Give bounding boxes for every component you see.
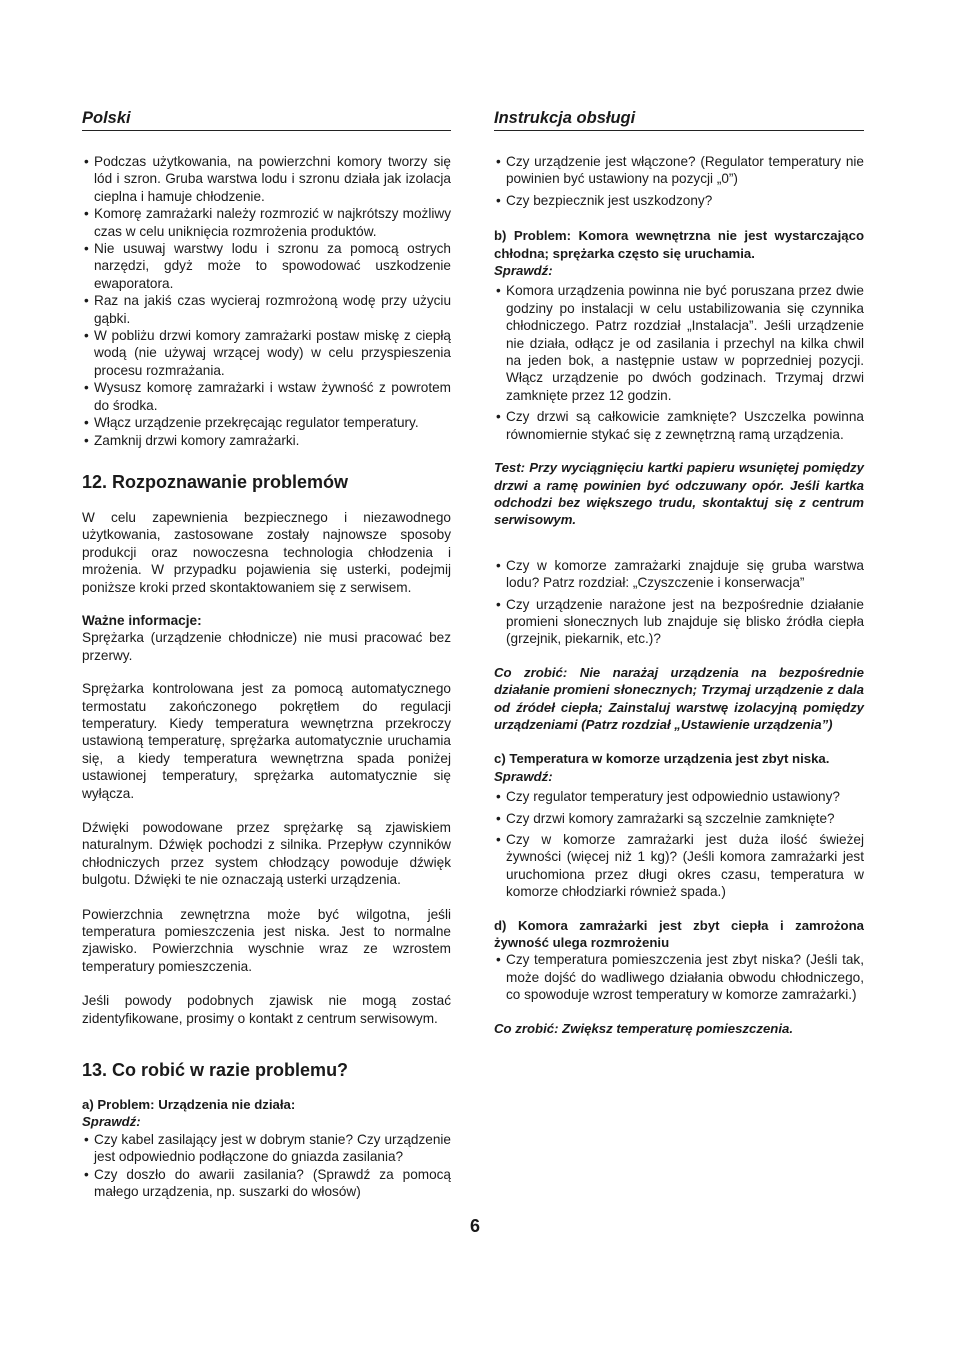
page-number: 6 (470, 1216, 481, 1236)
list-item: • Czy kabel zasilający jest w dobrym stanie? Czy urządzenie jest odpowiednio podłączone do gniazda zasilania? (82, 1131, 451, 1166)
list-item: • Czy drzwi komory zamrażarki są szczelnie zamknięte? (494, 810, 864, 827)
list-item: • Nie usuwaj warstwy lodu i szronu za pomocą ostrych narzędzi, gdyż może to spowodować uszkodzenie ewaporatora. (82, 240, 451, 292)
list-item: • Czy urządzenie narażone jest na bezpośrednie działanie promieni słonecznych lub znajduje się blisko źródła ciepła (grzejnik, piekarnik, etc.)? (494, 596, 864, 648)
list-item: • Komorę zamrażarki należy rozmrozić w najkrótszy możliwy czas w celu uniknięcia rozmrożenia produktów. (82, 205, 451, 240)
problem-b-bullet-list (494, 282, 864, 443)
important-text: Sprężarka (urządzenie chłodnicze) nie musi pracować bez przerwy. (82, 630, 451, 663)
list-item: • Czy w komorze zamrażarki znajduje się gruba warstwa lodu? Patrz rozdział: „Czyszczenie i konserwacja” (494, 557, 864, 592)
problem-b-title: b) Problem: Komora wewnętrzna nie jest wystarczająco chłodna; sprężarka często się uruchamia. (494, 228, 864, 261)
problem-c-bullet-list (494, 788, 864, 900)
right-column (494, 108, 864, 1037)
list-item: • Czy w komorze zamrażarki jest duża ilość świeżej żywności (więcej niż 1 kg)? (Jeśli komora zamrażarki jest uruchomiona przez długi okres czasu, temperatura w komorze chłodziarki również spada.) (494, 831, 864, 901)
section-12-heading: 12. Rozpoznawanie problemów (82, 471, 349, 492)
list-item: • Czy temperatura pomieszczenia jest zbyt niska? (Jeśli tak, może dojść do wadliwego działania obwodu chłodniczego, co spowoduje wzrost temperatury w komorze zamrażarki.) (494, 951, 864, 1003)
paragraph: Jeśli powody podobnych zjawisk nie mogą zostać zidentyfikowane, prosimy o kontakt z centrum serwisowym. (82, 993, 451, 1026)
problem-d-solution: Co zrobić: Zwiększ temperaturę pomieszczenia. (494, 1020, 793, 1036)
paper-test-note: Test: Przy wyciągnięciu kartki papieru wsuniętej pomiędzy drzwi a ramę powinien być odczuwany opór. Jeśli kartka odchodzi bez większego trudu, skontaktuj się z centrum serwisowym. (494, 460, 864, 528)
list-item: • Podczas użytkowania, na powierzchni komory tworzy się lód i szron. Gruba warstwa lodu i szronu działa jak izolacja cieplna i hamuje chłodzenie. (82, 153, 451, 205)
problem-b-solution: Co zrobić: Nie narażaj urządzenia na bezpośrednie działanie promieni słonecznych; Trzymaj urządzenie z dala od źródeł ciepła; Zainstaluj warstwę izolacyjną pomiędzy urządzeniami (Patrz rozdział „Ustawienie urządzenia”) (494, 664, 864, 732)
list-item: • W pobliżu drzwi komory zamrażarki postaw miskę z ciepłą wodą (nie używaj wrzącej wody) w celu przyspieszenia procesu rozmrażania. (82, 327, 451, 379)
list-item: • Czy doszło do awarii zasilania? (Sprawdź za pomocą małego urządzenia, np. suszarki do włosów) (82, 1166, 451, 1201)
defrost-bullet-list (82, 153, 451, 449)
check-label: Sprawdź: (494, 263, 553, 279)
problem-b-bullet-list-2 (494, 557, 864, 648)
list-item: • Włącz urządzenie przekręcając regulator temperatury. (82, 414, 451, 431)
list-item: • Komora urządzenia powinna nie być poruszana przez dwie godziny po instalacji w celu ustabilizowania się czynnika chłodniczego. Patrz rozdział „Instalacja”. Jeśli urządzenie nie działa, odłącz je od zasilania i przechyl na kilka chwil na jeden bok, a następnie ustaw w poprzedniej pozycji. Włącz urządzenie po dwóch godzinach. Trzymaj drzwi zamknięte przez 12 godzin. (494, 282, 864, 404)
section-13-heading: 13. Co robić w razie problemu? (82, 1060, 349, 1081)
language-header: Polski (82, 108, 451, 131)
check-label: Sprawdź: (82, 1114, 141, 1130)
list-item: • Czy drzwi są całkowicie zamknięte? Uszczelka powinna równomiernie stykać się z zewnętrzną ramą urządzenia. (494, 408, 864, 443)
important-label: Ważne informacje: (82, 612, 202, 628)
section-12-intro: W celu zapewnienia bezpiecznego i niezawodnego użytkowania, zastosowane zostały najnowsze sposoby produkcji oraz nowoczesna technologia chłodzenia i mrożenia. W przypadku pojawienia się usterki, podejmij poniższe kroki przed skontaktowaniem się z serwisem. (82, 509, 451, 595)
paragraph: Sprężarka kontrolowana jest za pomocą automatycznego termostatu zakończonego pokrętłem do regulacji temperatury. Kiedy temperatura wewnętrzna przekroczy ustawioną temperaturę, sprężarka automatycznie uruchamia się, a kiedy temperatura wewnętrzna spada poniżej ustawionej temperatury, sprężarka automatycznie się wyłącza. (82, 681, 451, 801)
problem-a-continued-list (494, 153, 864, 209)
paragraph: Powierzchnia zewnętrzna może być wilgotna, jeśli temperatura pomieszczenia jest niska. Jest to normalne zjawisko. Powierzchnia wyschnie wraz ze wzrostem temperatury pomieszczenia. (82, 906, 451, 974)
check-label: Sprawdź: (494, 768, 553, 784)
problem-c-title: c) Temperatura w komorze urządzenia jest zbyt niska. (494, 751, 830, 767)
list-item: • Zamknij drzwi komory zamrażarki. (82, 432, 451, 449)
paragraph: Dźwięki powodowane przez sprężarkę są zjawiskiem naturalnym. Dźwięk pochodzi z silnika. Przepływ czynników chłodniczych przez system chłodzący powoduje dźwięk bulgotu. Dźwięki te nie oznaczają usterki urządzenia. (82, 820, 451, 888)
list-item: • Czy regulator temperatury jest odpowiednio ustawiony? (494, 788, 864, 805)
problem-d-title: d) Komora zamrażarki jest zbyt ciepła i zamrożona żywność ulega rozmrożeniu (494, 917, 864, 951)
problem-d-bullet-list (494, 951, 864, 1003)
list-item: • Raz na jakiś czas wycieraj rozmrożoną wodę przy użyciu gąbki. (82, 292, 451, 327)
list-item: • Czy bezpiecznik jest uszkodzony? (494, 192, 864, 209)
list-item: • Wysusz komorę zamrażarki i wstaw żywność z powrotem do środka. (82, 379, 451, 414)
manual-header: Instrukcja obsługi (494, 108, 864, 131)
problem-a-bullet-list (82, 1131, 451, 1201)
list-item: • Czy urządzenie jest włączone? (Regulator temperatury nie powinien być ustawiony na pozycji „0”) (494, 153, 864, 188)
problem-a-title: a) Problem: Urządzenia nie działa: (82, 1097, 296, 1113)
left-column (82, 108, 451, 1201)
